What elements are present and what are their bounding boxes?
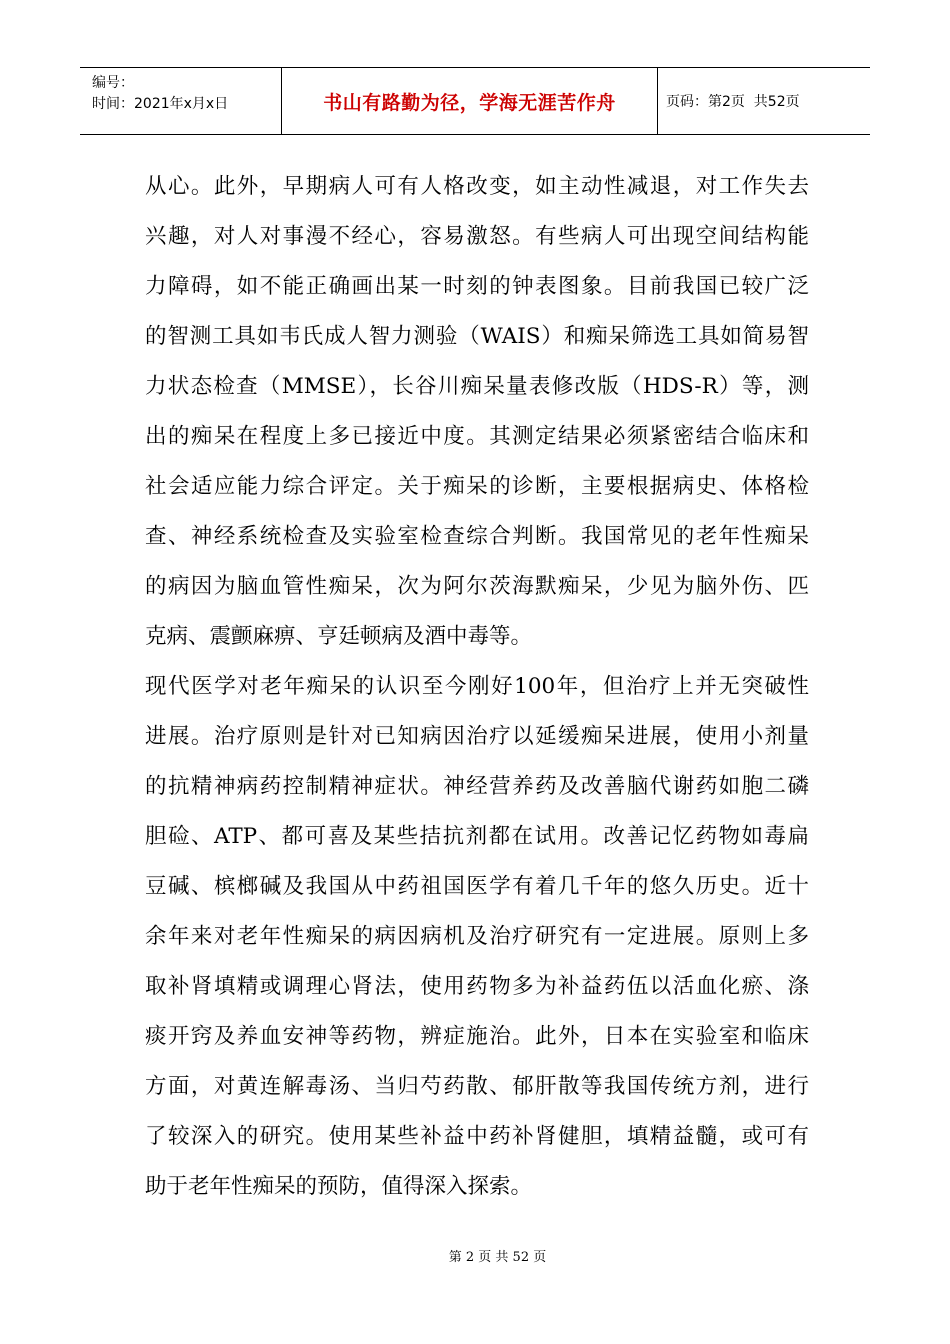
body-line: 出的痴呆在程度上多已接近中度。其测定结果必须紧密结合临床和 [145,424,809,449]
body-line: 方面，对黄连解毒汤、当归芍药散、郁肝散等我国传统方剂，进行 [145,1074,809,1099]
body-line: 取补肾填精或调理心肾法，使用药物多为补益药伍以活血化瘀、涤 [145,974,809,999]
page-header [80,67,870,135]
body-line: 从心。此外，早期病人可有人格改变，如主动性减退，对工作失去 [145,174,809,199]
body-line: 的智测工具如韦氏成人智力测验（WAIS）和痴呆筛选工具如简易智 [145,324,809,349]
body-line: 力状态检查（MMSE），长谷川痴呆量表修改版（HDS-R）等，测 [145,374,809,399]
body-line: 余年来对老年性痴呆的病因病机及治疗研究有一定进展。原则上多 [145,924,809,949]
page-footer: 第 2 页 共 52 页 [448,1250,547,1265]
header-motto-cell [282,68,658,134]
body-line: 现代医学对老年痴呆的认识至今刚好100年，但治疗上并无突破性 [145,674,809,699]
body-line: 的病因为脑血管性痴呆，次为阿尔茨海默痴呆，少见为脑外伤、匹 [145,574,809,599]
header-page-info: 页码：第2页 共52页 [666,94,800,110]
header-meta [80,68,282,134]
document-date: 时间：2021年x月x日 [92,96,229,112]
body-line: 痰开窍及养血安神等药物，辨症施治。此外，日本在实验室和临床 [145,1024,809,1049]
body-line: 了较深入的研究。使用某些补益中药补肾健胆，填精益髓，或可有 [145,1124,809,1149]
body-line: 进展。治疗原则是针对已知病因治疗以延缓痴呆进展，使用小剂量 [145,724,809,749]
body-line: 查、神经系统检查及实验室检查综合判断。我国常见的老年性痴呆 [145,524,809,549]
document-body [145,162,809,1212]
body-line: 社会适应能力综合评定。关于痴呆的诊断，主要根据病史、体格检 [145,474,809,499]
body-line: 力障碍，如不能正确画出某一时刻的钟表图象。目前我国已较广泛 [145,274,809,299]
body-line: 胆硷、ATP、都可喜及某些拮抗剂都在试用。改善记忆药物如毒扁 [145,824,809,849]
body-line: 豆碱、槟榔碱及我国从中药祖国医学有着几千年的悠久历史。近十 [145,874,809,899]
body-line: 的抗精神病药控制精神症状。神经营养药及改善脑代谢药如胞二磷 [145,774,809,799]
document-number-label: 编号： [92,75,134,91]
body-line: 兴趣，对人对事漫不经心，容易激怒。有些病人可出现空间结构能 [145,224,809,249]
body-line: 助于老年性痴呆的预防，值得深入探索。 [145,1174,533,1199]
body-line: 克病、震颤麻痹、亨廷顿病及酒中毒等。 [145,624,533,649]
header-motto: 书山有路勤为径，学海无涯苦作舟 [323,91,616,114]
